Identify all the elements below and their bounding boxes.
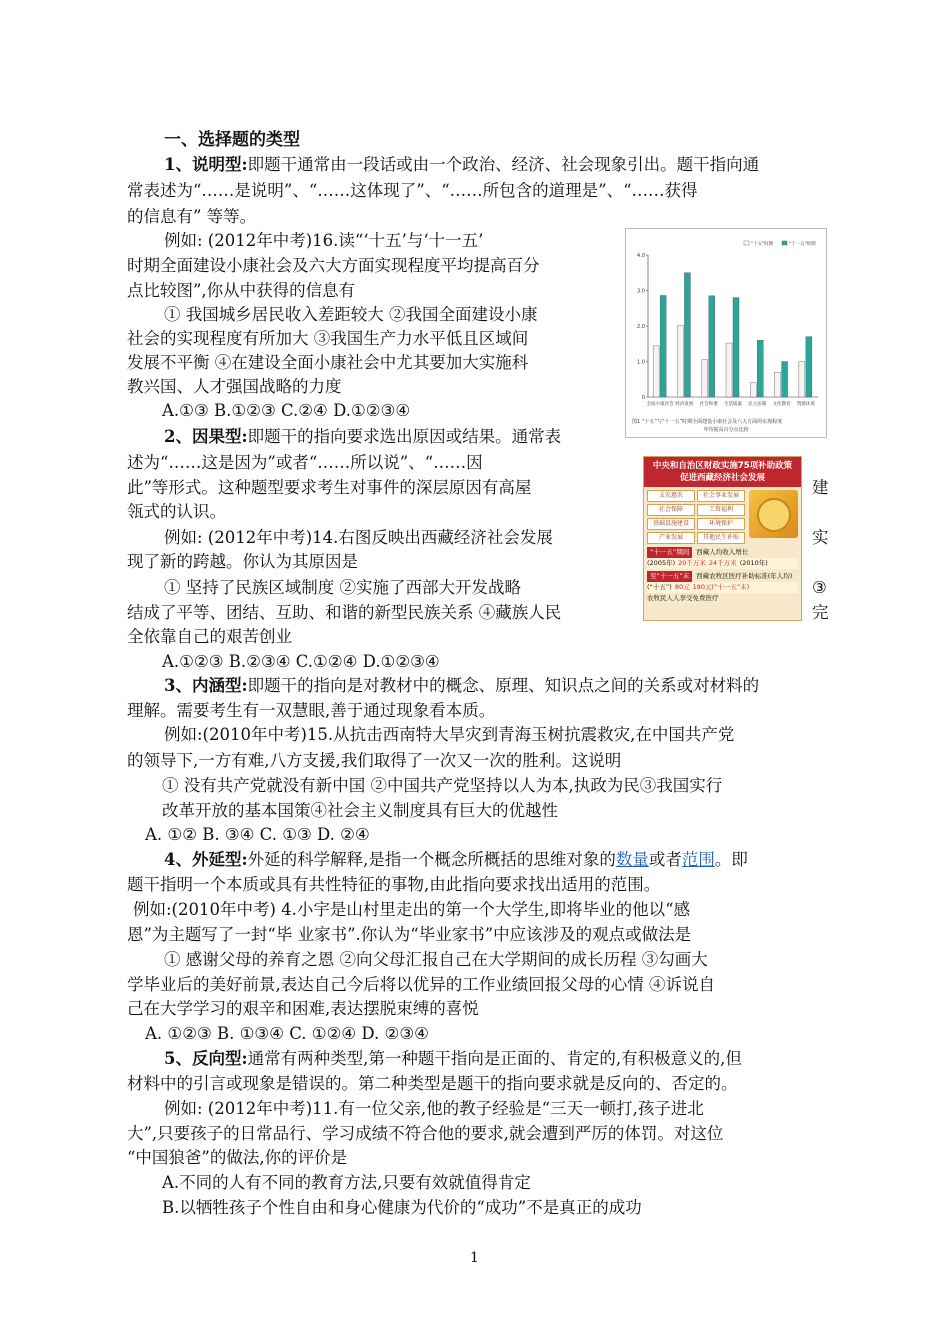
- legend-label: "十五"时期: [751, 242, 774, 247]
- poster-band1-label: “十一五”期间: [647, 547, 692, 558]
- poster-tag: 环境保护: [697, 518, 745, 530]
- type4-heading: 4、外延型:: [164, 850, 248, 869]
- poster-tag: 其他民生补贴: [697, 532, 745, 544]
- type4-text1: 外延的科学解释,是指一个概念所概括的思维对象的: [247, 850, 616, 869]
- poster-band1-text: 西藏人均收入增长: [696, 548, 749, 556]
- legend-swatch: [782, 241, 787, 245]
- y-tick-label: 0: [641, 395, 645, 401]
- poster-tag: 产业发展: [647, 532, 695, 544]
- bar: [799, 362, 805, 398]
- x-tick-label: 经济发展: [675, 402, 694, 407]
- poster-band2-label: 至“十一五”末: [647, 571, 692, 582]
- type2-option2: 结成了平等、团结、互助、和谐的新型民族关系 ④藏族人民: [127, 603, 562, 622]
- type3-line2: 理解。需要考生有一双慧眼,善于通过现象看本质。: [127, 701, 496, 720]
- chart-caption-line1: 图1 “十五”与“十一五”时期全面建设小康社会及六大方面的实现程度: [632, 419, 783, 425]
- y-tick-label: 2.0: [637, 324, 645, 330]
- type5-example3: “中国狼爸”的做法,你的评价是: [127, 1148, 348, 1167]
- type2-line2: 述为“……这是因为”或者“……所以说”、“……因: [127, 453, 483, 472]
- scope-link[interactable]: 范围: [681, 850, 715, 869]
- type1-line2: 常表述为“……是说明”、“……这体现了”、“……所包含的道理是”、“……获得: [127, 181, 698, 200]
- type4-text1b: 或者: [648, 850, 682, 869]
- x-tick-label: 全面小康社会: [646, 402, 674, 407]
- legend-swatch: [744, 241, 749, 245]
- poster-row1-a: (2005年): [647, 559, 676, 567]
- bar: [653, 346, 659, 397]
- type3-example1: 例如:(2010年中考)15.从抗击西南特大旱灾到青海玉树抗震救灾,在中国共产党: [164, 725, 735, 744]
- y-tick-label: 4.0: [637, 253, 645, 259]
- type5-example2: 大”,只要孩子的日常品行、学习成绩不符合他的要求,就会遭到严厉的体罚。对这位: [127, 1124, 724, 1143]
- poster-band2: [647, 571, 798, 582]
- poster-tag: 工资福利: [697, 504, 745, 516]
- poster-row1: [647, 558, 798, 569]
- bar: [677, 326, 683, 397]
- type5-line1: [164, 1046, 742, 1072]
- x-tick-label: 民主法制: [748, 402, 767, 407]
- type5-text1: 通常有两种类型,第一种题干指向是正面的、肯定的,有积极意义的,但: [247, 1049, 742, 1068]
- bar: [733, 298, 739, 397]
- bar: [709, 296, 715, 397]
- poster-tag: 社会保障: [647, 504, 695, 516]
- poster-title-line1: 中央和自治区财政实施75项补助政策: [652, 461, 793, 471]
- bar: [684, 273, 690, 397]
- type3-example2: 的领导下,一方有难,八方支援,我们取得了一次又一次的胜利。这说明: [127, 751, 622, 770]
- type2-line1: [164, 424, 561, 450]
- quantity-link[interactable]: 数量: [615, 850, 649, 869]
- bar-chart: [626, 229, 826, 437]
- poster-title-line2: 促进西藏经济社会发展: [679, 473, 765, 483]
- type1-line3: 的信息有” 等等。: [127, 207, 257, 226]
- poster-row2-c: 180元(“十一五”末): [692, 583, 750, 591]
- type2-line4: 瓴式的认识。: [127, 502, 226, 521]
- type5-example1: 例如: (2012年中考)11.有一位父亲,他的教子经验是“三天一顿打,孩子进北: [164, 1099, 704, 1118]
- bar: [750, 383, 756, 397]
- type4-option3: 己在大学学习的艰辛和困难,表达摆脱束缚的喜悦: [127, 999, 479, 1018]
- type1-line1: [164, 152, 759, 178]
- type1-example3: 点比较图”,你从中获得的信息有: [127, 281, 356, 300]
- y-tick-label: 1.0: [637, 359, 645, 366]
- type5-heading: 5、反向型:: [164, 1049, 248, 1068]
- poster-row1-d: (2010年): [739, 559, 768, 567]
- type4-text1c: 。即: [714, 850, 748, 869]
- poster-tag: 支农惠农: [647, 490, 695, 502]
- type3-option2: 改革开放的基本国策④社会主义制度具有巨大的优越性: [162, 801, 558, 820]
- type2-option1-end: ③: [812, 578, 827, 597]
- type1-example1: 例如: (2012年中考)16.读“‘十五’与‘十一五’: [164, 231, 484, 250]
- type5-optionB: B.以牺牲孩子个性自由和身心健康为代价的“成功”不是真正的成功: [162, 1198, 642, 1217]
- poster-row2: [647, 582, 798, 593]
- poster-row2-b: 80元: [674, 583, 690, 591]
- poster-tag: 基础设施建设: [647, 518, 695, 530]
- x-tick-label: 生活质量: [724, 402, 742, 407]
- x-tick-label: 文化教育: [772, 402, 791, 407]
- gold-coins-graphic: [749, 490, 798, 538]
- chart-caption-line2: 年均提高百分点比较: [703, 427, 749, 433]
- type2-example2: 现了新的跨越。你认为其原因是: [127, 552, 358, 571]
- type1-option1: ① 我国城乡居民收入差距较大 ②我国全面建设小康: [164, 305, 538, 324]
- type4-line2: 题干指明一个本质或具有共性特征的事物,由此指向要求找出适用的范围。: [127, 875, 661, 894]
- type4-option2: 学毕业后的美好前景,表达自己今后将以优异的工作业绩回报父母的心情 ④诉说自: [127, 975, 715, 994]
- type2-option3: 全依靠自己的艰苦创业: [127, 627, 292, 646]
- bar: [775, 372, 781, 397]
- type5-optionA: A.不同的人有不同的教育方法,只要有效就值得肯定: [162, 1173, 531, 1192]
- x-tick-label: 社会和谐: [699, 402, 718, 407]
- type2-option1: ① 坚持了民族区域制度 ②实施了西部大开发战略: [164, 578, 521, 597]
- type3-text1: 即题干的指向是对教材中的概念、原理、知识点之间的关系或对材料的: [247, 676, 760, 695]
- poster-stats: [644, 547, 801, 604]
- type1-text1: 即题干通常由一段话或由一个政治、经济、社会现象引出。题干指向通: [247, 155, 760, 174]
- type4-option1: ① 感谢父母的养育之恩 ②向父母汇报自己在大学期间的成长历程 ③勾画大: [164, 950, 708, 969]
- type2-line3-end: 建: [812, 478, 829, 497]
- page-number: 1: [470, 1250, 479, 1266]
- type3-answers: A. ①② B. ③④ C. ①③ D. ②④: [145, 825, 370, 844]
- type1-example2: 时期全面建设小康社会及六大方面实现程度平均提高百分: [127, 256, 540, 275]
- type2-text1: 即题干的指向要求选出原因或结果。通常表: [247, 427, 562, 446]
- type1-heading: 1、说明型:: [164, 155, 248, 174]
- legend-label: "十一五"时期: [789, 242, 816, 247]
- bar: [806, 337, 812, 397]
- type2-heading: 2、因果型:: [164, 427, 248, 446]
- poster-title: [644, 457, 801, 487]
- type4-example1: 例如:(2010年中考) 4.小宇是山村里走出的第一个大学生,即将毕业的他以“感: [133, 900, 691, 919]
- section-title: 一、选择题的类型: [164, 130, 300, 150]
- type3-heading: 3、内涵型:: [164, 676, 248, 695]
- bar: [702, 360, 708, 397]
- type1-answers: A.①③ B.①②③ C.②④ D.①②③④: [162, 401, 411, 420]
- poster-row2-a: (“十五”): [647, 583, 672, 591]
- poster-row1-b: 20千万米: [678, 559, 706, 567]
- coin-icon: [757, 498, 791, 532]
- type1-option3: 发展不平衡 ④在建设全面小康社会中尤其要加大实施科: [127, 353, 529, 372]
- poster-band1: [647, 547, 798, 558]
- poster-body: [644, 487, 801, 547]
- type2-example1: 例如: (2012年中考)14.右图反映出西藏经济社会发展: [164, 528, 553, 547]
- type2-line3: 此”等形式。这种题型要求考生对事件的深层原因有高屋: [127, 478, 532, 497]
- type4-answers: A. ①②③ B. ①③④ C. ①②④ D. ②③④: [145, 1024, 429, 1043]
- poster-tag: 社会事业发展: [697, 490, 745, 502]
- bar: [726, 343, 732, 397]
- poster-row1-c: 24千万米: [708, 559, 737, 567]
- type3-line1: [164, 673, 759, 699]
- bar: [782, 362, 788, 398]
- bar-chart-figure: [625, 228, 827, 438]
- bar: [757, 340, 763, 397]
- poster-row2-note: 农牧民人人享受免费医疗: [647, 594, 719, 602]
- type1-option4: 教兴国、人才强国战略的力度: [127, 377, 342, 396]
- type5-line2: 材料中的引言或现象是错误的。第二种类型是题干的指向要求就是反向的、否定的。: [127, 1074, 738, 1093]
- type2-answers: A.①②③ B.②③④ C.①②④ D.①②③④: [162, 652, 440, 671]
- bar: [660, 295, 666, 397]
- type1-option2: 社会的实现程度有所加大 ③我国生产力水平低且区域间: [127, 329, 529, 348]
- type2-option2-end: 完: [812, 603, 829, 622]
- y-tick-label: 3.0: [637, 288, 645, 295]
- x-tick-label: 资源环境: [796, 402, 815, 407]
- type2-example1-end: 实: [812, 528, 829, 547]
- poster-tags: [647, 490, 745, 544]
- type3-option1: ① 没有共产党就没有新中国 ②中国共产党坚持以人为本,执政为民③我国实行: [162, 776, 723, 795]
- tibet-poster-image: [643, 456, 802, 621]
- poster-band2-text: 西藏农牧区医疗补助标准(年人均): [696, 572, 793, 580]
- type4-example2: 恩”为主题写了一封“毕 业家书”.你认为“毕业家书”中应该涉及的观点或做法是: [127, 925, 692, 944]
- type4-line1: [164, 847, 748, 873]
